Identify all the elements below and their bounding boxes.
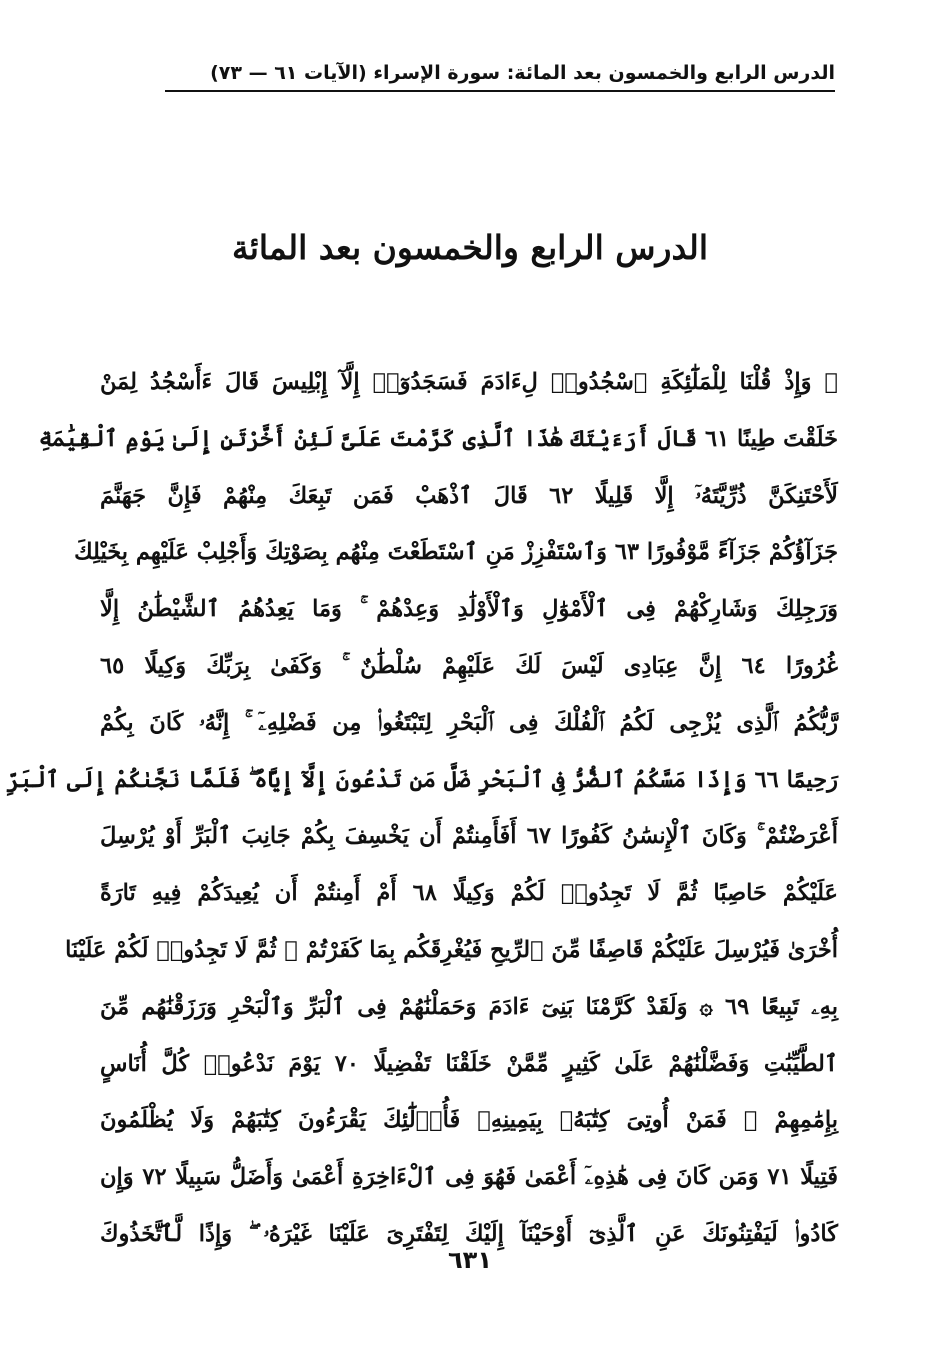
verse-line: كَادُوا۟ لَيَفْتِنُونَكَ عَنِ ٱلَّذِىٓ أَوْحَيْنَآ إِلَيْكَ لِتَفْتَرِىَ عَلَيْنَا غَيْرَهُۥ ۖ وَإِذًا لَّٱتَّخَذُوكَ <box>100 1220 838 1247</box>
running-header-title: الدرس الرابع والخمسون بعد المائة: سورة الإسراء (الآيات ٦١ — ٧٣) <box>210 62 835 84</box>
verse-line: وَرَجِلِكَ وَشَارِكْهُمْ فِى ٱلْأَمْوَٰلِ وَٱلْأَوْلَٰدِ وَعِدْهُمْ ۚ وَمَا يَعِدُهُمُ ٱلشَّيْطَٰنُ إِلَّا <box>100 596 838 623</box>
verse-line: رَحِيمًا ٦٦ وَإِذَا مَسَّكُمُ ٱلضُّرُّ فِى ٱلْبَحْرِ ضَلَّ مَن تَدْعُونَ إِلَّآ إِيَّاهُ ۖ فَلَمَّا نَجَّىٰكُمْ إِلَى ٱلْبَرِّ <box>6 766 838 793</box>
verse-line: رَّبُّكُمُ ٱلَّذِى يُزْجِى لَكُمُ ٱلْفُلْكَ فِى ٱلْبَحْرِ لِتَبْتَغُوا۟ مِن فَضْلِهِۦٓ ۚ إِنَّهُۥ كَانَ بِكُمْ <box>100 709 838 736</box>
verse-line: جَزَآؤُكُمْ جَزَآءً مَّوْفُورًا ٦٣ وَٱسْتَفْزِزْ مَنِ ٱسْتَطَعْتَ مِنْهُم بِصَوْتِكَ وَأَجْلِبْ عَلَيْهِم بِخَيْلِكَ <box>74 539 838 566</box>
verse-line: بِهِۦ تَبِيعًا ٦٩ ۞ وَلَقَدْ كَرَّمْنَا بَنِىٓ ءَادَمَ وَحَمَلْنَٰهُمْ فِى ٱلْبَرِّ وَٱلْبَحْرِ وَرَزَقْنَٰهُم مِّنَ <box>100 993 839 1020</box>
verse-line: خَلَقْتَ طِينًا ٦١ قَالَ أَرَءَيْتَكَ هَٰذَا ٱلَّذِى كَرَّمْتَ عَلَىَّ لَئِنْ أَخَّرْتَنِ إِلَىٰ يَوْمِ ٱلْقِيَٰمَةِ <box>38 425 838 452</box>
lesson-title: الدرس الرابع والخمسون بعد المائة <box>232 228 708 267</box>
verse-line: ﴿ وَإِذْ قُلْنَا لِلْمَلَٰٓئِكَةِ ٱسْجُدُوا۟ لِءَادَمَ فَسَجَدُوٓا۟ إِلَّآ إِبْلِيسَ قَالَ ءَأَسْجُدُ لِمَنْ <box>100 369 838 395</box>
verse-line: أُخْرَىٰ فَيُرْسِلَ عَلَيْكُمْ قَاصِفًا مِّنَ ٱلرِّيحِ فَيُغْرِقَكُم بِمَا كَفَرْتُمْ ۙ ثُمَّ لَا تَجِدُوا۟ لَكُمْ عَلَيْنَا <box>65 936 838 963</box>
verse-line: غُرُورًا ٦٤ إِنَّ عِبَادِى لَيْسَ لَكَ عَلَيْهِمْ سُلْطَٰنٌ ۚ وَكَفَىٰ بِرَبِّكَ وَكِيلًا ٦٥ <box>100 652 838 679</box>
verse-line: ٱلطَّيِّبَٰتِ وَفَضَّلْنَٰهُمْ عَلَىٰ كَثِيرٍ مِّمَّنْ خَلَقْنَا تَفْضِيلًا ٧٠ يَوْمَ نَدْعُوا۟ كُلَّ أُنَاسٍ <box>100 1050 838 1077</box>
verse-line: لَأَحْتَنِكَنَّ ذُرِّيَّتَهُۥٓ إِلَّا قَلِيلًا ٦٢ قَالَ ٱذْهَبْ فَمَن تَبِعَكَ مِنْهُمْ فَإِنَّ جَهَنَّمَ <box>100 482 838 509</box>
verse-line: بِإِمَٰمِهِمْ ۖ فَمَنْ أُوتِىَ كِتَٰبَهُۥ بِيَمِينِهِۦ فَأُو۟لَٰٓئِكَ يَقْرَءُونَ كِتَٰبَهُمْ وَلَا يُظْلَمُونَ <box>100 1107 838 1134</box>
page-number: ٦٣١ <box>448 1246 492 1274</box>
verse-line: فَتِيلًا ٧١ وَمَن كَانَ فِى هَٰذِهِۦٓ أَعْمَىٰ فَهُوَ فِى ٱلْءَاخِرَةِ أَعْمَىٰ وَأَضَلُّ سَبِيلًا ٧٢ وَإِن <box>100 1164 839 1191</box>
verse-line: عَلَيْكُمْ حَاصِبًا ثُمَّ لَا تَجِدُوا۟ لَكُمْ وَكِيلًا ٦٨ أَمْ أَمِنتُمْ أَن يُعِيدَكُمْ فِيهِ تَارَةً <box>100 880 838 907</box>
quran-verses <box>6 354 839 1263</box>
running-header <box>165 56 835 92</box>
verse-line: أَعْرَضْتُمْ ۚ وَكَانَ ٱلْإِنسَٰنُ كَفُورًا ٦٧ أَفَأَمِنتُمْ أَن يَخْسِفَ بِكُمْ جَانِبَ ٱلْبَرِّ أَوْ يُرْسِلَ <box>100 823 838 850</box>
